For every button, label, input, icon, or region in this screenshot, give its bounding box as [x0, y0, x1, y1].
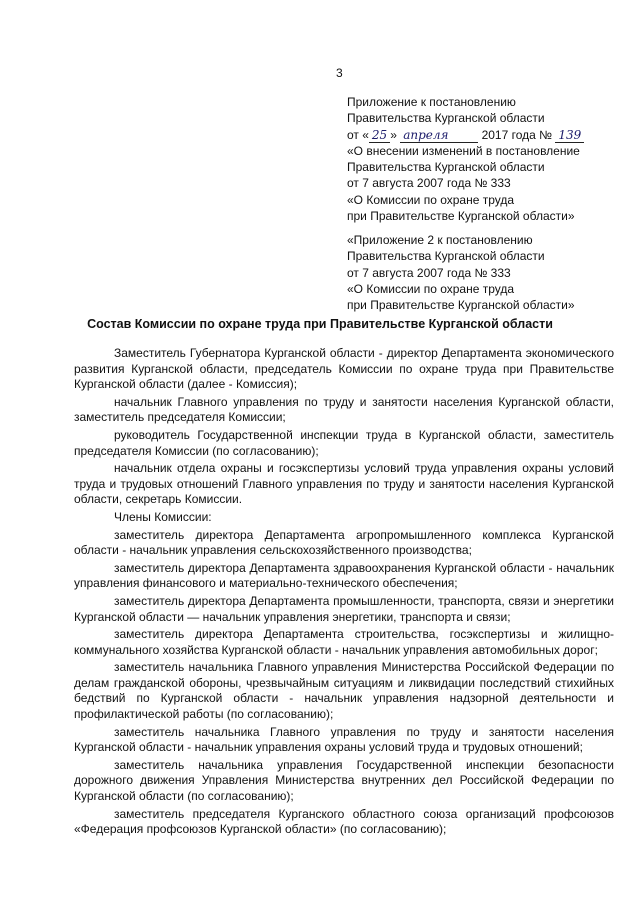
annex-line: Правительства Курганской области: [347, 249, 545, 264]
date-prefix: от «: [347, 127, 369, 142]
annex-header: [347, 94, 584, 224]
annex-line: при Правительстве Курганской области»: [347, 298, 575, 313]
annex-line: «О внесении изменений в постановление: [347, 143, 580, 158]
handwritten-number: 139: [555, 129, 584, 143]
annex-line: от 7 августа 2007 года № 333: [347, 265, 511, 280]
handwritten-month: апреля: [400, 129, 478, 143]
list-item: руководитель Государственной инспекции труда в Курганской области, заместитель председателя Комиссии (по согласованию);: [74, 427, 614, 458]
annex-line: «О Комиссии по охране труда: [347, 281, 515, 296]
annex-line: Приложение к постановлению: [347, 95, 516, 109]
annex-line: «О Комиссии по охране труда: [347, 192, 515, 207]
list-item: заместитель директора Департамента здравоохранения Курганской области - начальник управления финансового и материально-технического обеспечения;: [74, 560, 614, 591]
list-item: Заместитель Губернатора Курганской области - директор Департамента экономического развития Курганской области, председатель Комиссии по охране труда при Правительстве Курганской области (далее - Комиссия);: [74, 346, 614, 392]
page-number: 3: [336, 66, 343, 80]
list-item: заместитель начальника управления Государственной инспекции безопасности дорожного движения Управления Министерства внутренних дел Российской Федерации по Курганской области (по согласованию);: [74, 757, 614, 804]
list-item: заместитель директора Департамента агропромышленного комплекса Курганской области - начальник управления сельскохозяйственного производства;: [74, 527, 614, 558]
commission-members-list: [74, 346, 614, 840]
list-item: заместитель директора Департамента промышленности, транспорта, связи и энергетики Курганской области — начальник управления энергетики, транспорта и связи;: [74, 593, 614, 624]
annex-line: от 7 августа 2007 года № 333: [347, 176, 511, 191]
annex-line: «Приложение 2 к постановлению: [347, 233, 533, 247]
year-text: 2017 года №: [481, 127, 553, 142]
annex-date-line: [347, 127, 584, 143]
annex-line: при Правительстве Курганской области»: [347, 209, 575, 224]
list-item: заместитель начальника Главного управления Министерства Российской Федерации по делам гражданской обороны, чрезвычайным ситуациям и ликвидации последствий стихийных бедствий по Курганской области - начальник управления надзорной деятельности и профилактической работы (по согласованию);: [74, 660, 614, 722]
annex-line: Правительства Курганской области: [347, 160, 545, 175]
list-item: заместитель председателя Курганского областного союза организаций профсоюзов «Федерация профсоюзов Курганской области» (по согласованию);: [74, 806, 614, 837]
list-item: заместитель директора Департамента строительства, госэкспертизы и жилищно-коммунального хозяйства Курганской области - начальник управления автомобильных дорог;: [74, 627, 614, 657]
handwritten-day: 25: [369, 129, 390, 143]
list-item: заместитель начальника Главного управления по труду и занятости населения Курганской области - начальник управления охраны условий труда и трудовых отношений;: [74, 724, 614, 755]
list-item: начальник отдела охраны и госэкспертизы условий труда управления охраны условий труда и трудовых отношений Главного управления по труду и занятости населения Курганской области, секретарь Комиссии.: [74, 461, 614, 507]
document-title: Состав Комиссии по охране труда при Правительстве Курганской области: [87, 317, 553, 331]
annex-quote: [347, 232, 575, 313]
date-mid: »: [390, 127, 397, 142]
annex-line: Правительства Курганской области: [347, 111, 545, 126]
members-heading: Члены Комиссии:: [114, 509, 212, 524]
list-item: начальник Главного управления по труду и занятости населения Курганской области, заместитель председателя Комиссии;: [74, 394, 614, 425]
